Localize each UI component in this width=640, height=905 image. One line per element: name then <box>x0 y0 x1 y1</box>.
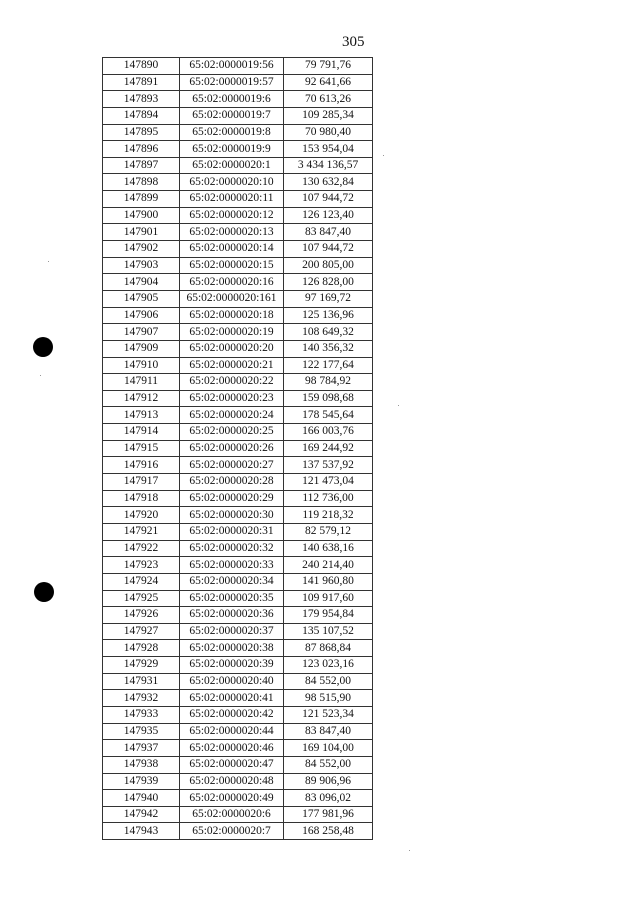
cadastral-number-cell: 65:02:0000020:21 <box>180 357 284 374</box>
cadastral-value-cell: 98 515,90 <box>284 690 373 707</box>
record-number-cell: 147905 <box>103 290 180 307</box>
table-row <box>103 673 373 690</box>
punch-hole-mark <box>34 582 54 602</box>
cadastral-number-cell: 65:02:0000019:8 <box>180 124 284 141</box>
table-row <box>103 590 373 607</box>
table-row <box>103 157 373 174</box>
scan-speck <box>48 261 49 262</box>
table-row <box>103 324 373 341</box>
record-number-cell: 147901 <box>103 224 180 241</box>
table-row <box>103 723 373 740</box>
table-row <box>103 58 373 75</box>
cadastral-number-cell: 65:02:0000020:49 <box>180 790 284 807</box>
cadastral-value-cell: 84 552,00 <box>284 673 373 690</box>
table-row <box>103 74 373 91</box>
table-row <box>103 457 373 474</box>
cadastral-value-cell: 169 104,00 <box>284 740 373 757</box>
page-number: 305 <box>342 34 365 50</box>
table-row <box>103 823 373 840</box>
cadastral-number-cell: 65:02:0000020:12 <box>180 207 284 224</box>
record-number-cell: 147898 <box>103 174 180 191</box>
record-number-cell: 147927 <box>103 623 180 640</box>
record-number-cell: 147912 <box>103 390 180 407</box>
cadastral-number-cell: 65:02:0000020:44 <box>180 723 284 740</box>
record-number-cell: 147932 <box>103 690 180 707</box>
cadastral-number-cell: 65:02:0000020:7 <box>180 823 284 840</box>
table-row <box>103 274 373 291</box>
table-row <box>103 241 373 258</box>
scan-speck <box>40 375 41 376</box>
table-row <box>103 390 373 407</box>
cadastral-value-cell: 92 641,66 <box>284 74 373 91</box>
cadastral-number-cell: 65:02:0000019:56 <box>180 58 284 75</box>
cadastral-value-cell: 166 003,76 <box>284 424 373 441</box>
cadastral-number-cell: 65:02:0000020:46 <box>180 740 284 757</box>
cadastral-number-cell: 65:02:0000020:25 <box>180 424 284 441</box>
cadastral-value-cell: 179 954,84 <box>284 607 373 624</box>
cadastral-number-cell: 65:02:0000020:16 <box>180 274 284 291</box>
table-row <box>103 224 373 241</box>
cadastral-value-cell: 141 960,80 <box>284 573 373 590</box>
cadastral-value-cell: 84 552,00 <box>284 756 373 773</box>
table-row <box>103 790 373 807</box>
record-number-cell: 147911 <box>103 374 180 391</box>
cadastral-number-cell: 65:02:0000020:23 <box>180 390 284 407</box>
record-number-cell: 147942 <box>103 806 180 823</box>
table-row <box>103 806 373 823</box>
cadastral-value-cell: 140 356,32 <box>284 340 373 357</box>
cadastral-number-cell: 65:02:0000020:34 <box>180 573 284 590</box>
cadastral-value-cell: 109 917,60 <box>284 590 373 607</box>
record-number-cell: 147897 <box>103 157 180 174</box>
scan-speck <box>383 155 384 156</box>
cadastral-value-cell: 70 613,26 <box>284 91 373 108</box>
cadastral-value-cell: 200 805,00 <box>284 257 373 274</box>
table-row <box>103 740 373 757</box>
record-number-cell: 147891 <box>103 74 180 91</box>
record-number-cell: 147907 <box>103 324 180 341</box>
cadastral-number-cell: 65:02:0000020:33 <box>180 557 284 574</box>
table-row <box>103 557 373 574</box>
cadastral-number-cell: 65:02:0000020:30 <box>180 507 284 524</box>
table-row <box>103 523 373 540</box>
cadastral-value-cell: 126 828,00 <box>284 274 373 291</box>
cadastral-value-cell: 126 123,40 <box>284 207 373 224</box>
record-number-cell: 147904 <box>103 274 180 291</box>
table-row <box>103 357 373 374</box>
record-number-cell: 147918 <box>103 490 180 507</box>
table-row <box>103 756 373 773</box>
table-row <box>103 407 373 424</box>
record-number-cell: 147929 <box>103 657 180 674</box>
table-row <box>103 307 373 324</box>
cadastral-number-cell: 65:02:0000020:48 <box>180 773 284 790</box>
cadastral-value-cell: 79 791,76 <box>284 58 373 75</box>
cadastral-number-cell: 65:02:0000020:10 <box>180 174 284 191</box>
table-row <box>103 424 373 441</box>
cadastral-number-cell: 65:02:0000020:6 <box>180 806 284 823</box>
record-number-cell: 147910 <box>103 357 180 374</box>
cadastral-value-table <box>102 57 373 840</box>
cadastral-number-cell: 65:02:0000020:35 <box>180 590 284 607</box>
cadastral-value-cell: 121 473,04 <box>284 474 373 491</box>
table-row <box>103 440 373 457</box>
record-number-cell: 147943 <box>103 823 180 840</box>
cadastral-number-cell: 65:02:0000020:31 <box>180 523 284 540</box>
table-row <box>103 141 373 158</box>
cadastral-number-cell: 65:02:0000020:11 <box>180 191 284 208</box>
cadastral-value-cell: 123 023,16 <box>284 657 373 674</box>
cadastral-value-cell: 89 906,96 <box>284 773 373 790</box>
cadastral-number-cell: 65:02:0000019:6 <box>180 91 284 108</box>
record-number-cell: 147894 <box>103 107 180 124</box>
table-row <box>103 124 373 141</box>
cadastral-value-cell: 122 177,64 <box>284 357 373 374</box>
cadastral-number-cell: 65:02:0000020:13 <box>180 224 284 241</box>
cadastral-value-cell: 159 098,68 <box>284 390 373 407</box>
record-number-cell: 147923 <box>103 557 180 574</box>
cadastral-value-cell: 178 545,64 <box>284 407 373 424</box>
cadastral-number-cell: 65:02:0000020:37 <box>180 623 284 640</box>
table-row <box>103 474 373 491</box>
table-row <box>103 191 373 208</box>
table-row <box>103 290 373 307</box>
record-number-cell: 147925 <box>103 590 180 607</box>
cadastral-number-cell: 65:02:0000019:9 <box>180 141 284 158</box>
cadastral-value-cell: 70 980,40 <box>284 124 373 141</box>
cadastral-value-cell: 83 096,02 <box>284 790 373 807</box>
cadastral-number-cell: 65:02:0000020:47 <box>180 756 284 773</box>
table-row <box>103 257 373 274</box>
cadastral-value-cell: 83 847,40 <box>284 723 373 740</box>
cadastral-number-cell: 65:02:0000020:40 <box>180 673 284 690</box>
cadastral-value-cell: 153 954,04 <box>284 141 373 158</box>
cadastral-number-cell: 65:02:0000020:19 <box>180 324 284 341</box>
cadastral-number-cell: 65:02:0000020:32 <box>180 540 284 557</box>
record-number-cell: 147931 <box>103 673 180 690</box>
cadastral-value-cell: 83 847,40 <box>284 224 373 241</box>
record-number-cell: 147933 <box>103 706 180 723</box>
record-number-cell: 147938 <box>103 756 180 773</box>
record-number-cell: 147895 <box>103 124 180 141</box>
table-row <box>103 340 373 357</box>
record-number-cell: 147913 <box>103 407 180 424</box>
record-number-cell: 147940 <box>103 790 180 807</box>
cadastral-number-cell: 65:02:0000020:14 <box>180 241 284 258</box>
cadastral-value-cell: 108 649,32 <box>284 324 373 341</box>
record-number-cell: 147920 <box>103 507 180 524</box>
table-row <box>103 690 373 707</box>
cadastral-number-cell: 65:02:0000020:22 <box>180 374 284 391</box>
cadastral-number-cell: 65:02:0000020:20 <box>180 340 284 357</box>
cadastral-value-cell: 125 136,96 <box>284 307 373 324</box>
cadastral-number-cell: 65:02:0000019:7 <box>180 107 284 124</box>
cadastral-value-cell: 119 218,32 <box>284 507 373 524</box>
punch-hole-mark <box>33 337 53 357</box>
table-row <box>103 174 373 191</box>
cadastral-value-cell: 97 169,72 <box>284 290 373 307</box>
record-number-cell: 147893 <box>103 91 180 108</box>
record-number-cell: 147896 <box>103 141 180 158</box>
record-number-cell: 147902 <box>103 241 180 258</box>
record-number-cell: 147924 <box>103 573 180 590</box>
record-number-cell: 147937 <box>103 740 180 757</box>
cadastral-value-cell: 87 868,84 <box>284 640 373 657</box>
scan-speck <box>398 405 399 406</box>
cadastral-number-cell: 65:02:0000019:57 <box>180 74 284 91</box>
cadastral-number-cell: 65:02:0000020:26 <box>180 440 284 457</box>
table-row <box>103 107 373 124</box>
cadastral-number-cell: 65:02:0000020:29 <box>180 490 284 507</box>
record-number-cell: 147890 <box>103 58 180 75</box>
record-number-cell: 147928 <box>103 640 180 657</box>
table-row <box>103 507 373 524</box>
cadastral-number-cell: 65:02:0000020:24 <box>180 407 284 424</box>
record-number-cell: 147903 <box>103 257 180 274</box>
cadastral-value-cell: 107 944,72 <box>284 241 373 258</box>
cadastral-value-cell: 177 981,96 <box>284 806 373 823</box>
cadastral-number-cell: 65:02:0000020:38 <box>180 640 284 657</box>
cadastral-number-cell: 65:02:0000020:42 <box>180 706 284 723</box>
cadastral-value-cell: 107 944,72 <box>284 191 373 208</box>
cadastral-number-cell: 65:02:0000020:15 <box>180 257 284 274</box>
table-row <box>103 91 373 108</box>
record-number-cell: 147916 <box>103 457 180 474</box>
record-number-cell: 147922 <box>103 540 180 557</box>
record-number-cell: 147899 <box>103 191 180 208</box>
cadastral-number-cell: 65:02:0000020:161 <box>180 290 284 307</box>
cadastral-number-cell: 65:02:0000020:1 <box>180 157 284 174</box>
cadastral-number-cell: 65:02:0000020:36 <box>180 607 284 624</box>
cadastral-number-cell: 65:02:0000020:39 <box>180 657 284 674</box>
table-row <box>103 607 373 624</box>
cadastral-number-cell: 65:02:0000020:41 <box>180 690 284 707</box>
record-number-cell: 147921 <box>103 523 180 540</box>
record-number-cell: 147917 <box>103 474 180 491</box>
record-number-cell: 147939 <box>103 773 180 790</box>
cadastral-number-cell: 65:02:0000020:28 <box>180 474 284 491</box>
cadastral-value-cell: 168 258,48 <box>284 823 373 840</box>
table-row <box>103 706 373 723</box>
table-row <box>103 773 373 790</box>
cadastral-value-cell: 109 285,34 <box>284 107 373 124</box>
cadastral-value-cell: 140 638,16 <box>284 540 373 557</box>
cadastral-number-cell: 65:02:0000020:18 <box>180 307 284 324</box>
table-row <box>103 657 373 674</box>
cadastral-value-cell: 121 523,34 <box>284 706 373 723</box>
table-row <box>103 640 373 657</box>
cadastral-value-cell: 3 434 136,57 <box>284 157 373 174</box>
record-number-cell: 147915 <box>103 440 180 457</box>
table-row <box>103 573 373 590</box>
cadastral-value-cell: 98 784,92 <box>284 374 373 391</box>
cadastral-value-cell: 240 214,40 <box>284 557 373 574</box>
record-number-cell: 147906 <box>103 307 180 324</box>
record-number-cell: 147935 <box>103 723 180 740</box>
cadastral-value-cell: 169 244,92 <box>284 440 373 457</box>
cadastral-value-cell: 137 537,92 <box>284 457 373 474</box>
scan-speck <box>409 850 410 851</box>
cadastral-value-cell: 82 579,12 <box>284 523 373 540</box>
cadastral-number-cell: 65:02:0000020:27 <box>180 457 284 474</box>
record-number-cell: 147909 <box>103 340 180 357</box>
table-row <box>103 490 373 507</box>
cadastral-value-cell: 112 736,00 <box>284 490 373 507</box>
table-row <box>103 540 373 557</box>
record-number-cell: 147914 <box>103 424 180 441</box>
cadastral-value-cell: 135 107,52 <box>284 623 373 640</box>
table-row <box>103 374 373 391</box>
cadastral-value-cell: 130 632,84 <box>284 174 373 191</box>
table-body <box>103 58 373 840</box>
table-row <box>103 623 373 640</box>
record-number-cell: 147926 <box>103 607 180 624</box>
record-number-cell: 147900 <box>103 207 180 224</box>
table-row <box>103 207 373 224</box>
